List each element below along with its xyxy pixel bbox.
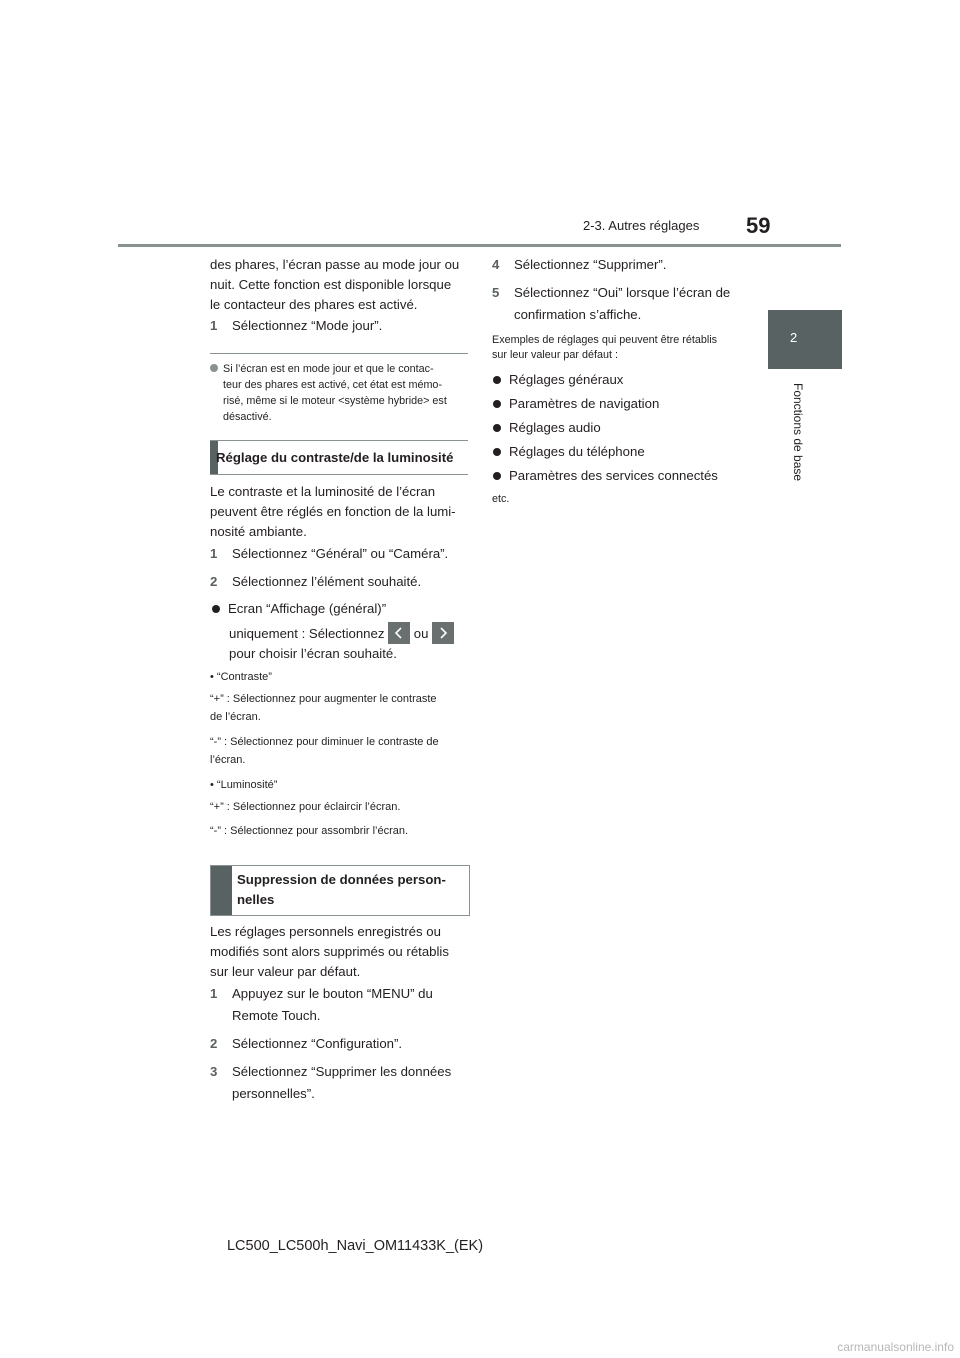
heading-delete-line: Suppression de données person- — [237, 872, 446, 887]
step-supprimer — [492, 254, 666, 276]
heading-delete — [210, 865, 470, 916]
step-menu — [210, 983, 433, 1027]
page-number: 59 — [746, 213, 771, 238]
examples-line: Exemples de réglages qui peuvent être rétablis — [492, 334, 718, 346]
list-item: Réglages du téléphone — [493, 440, 718, 464]
note-rule — [210, 353, 468, 354]
delete-intro — [210, 922, 480, 982]
step-text: Sélectionnez “Configuration”. — [232, 1036, 403, 1051]
contrast-intro-line: Le contraste et la luminosité de l’écran — [210, 484, 436, 499]
step-text: Sélectionnez “Général” ou “Caméra”. — [232, 546, 449, 561]
step-text: confirmation s’affiche. — [514, 307, 642, 322]
step-text: Appuyez sur le bouton “MENU” du — [232, 986, 433, 1001]
heading-bar — [211, 866, 232, 915]
step-configuration — [210, 1033, 402, 1055]
bullet-icon — [493, 448, 501, 456]
contrast-intro-line: nosité ambiante. — [210, 524, 307, 539]
detail-line: • “Contraste” — [210, 671, 272, 683]
step-text: personnelles”. — [232, 1086, 315, 1101]
delete-intro-line: sur leur valeur par défaut. — [210, 964, 361, 979]
contrast-detail — [210, 668, 480, 840]
footer — [0, 1238, 960, 1254]
note-line: Si l’écran est en mode jour et que le contac- — [223, 363, 434, 375]
heading-contrast-text: Réglage du contraste/de la luminosité — [216, 450, 454, 465]
list-item: Paramètres des services connectés — [493, 464, 718, 488]
section-title: 2-3. Autres réglages — [583, 218, 700, 233]
step-select-item — [210, 571, 421, 593]
chevron-right-icon — [432, 622, 454, 644]
intro-paragraph — [210, 255, 480, 315]
examples-intro — [492, 333, 762, 363]
chapter-number: 2 — [790, 330, 798, 345]
heading-delete-text — [237, 870, 446, 910]
step-number: 1 — [210, 546, 218, 561]
chevron-left-icon — [388, 622, 410, 644]
step-mode-jour — [210, 315, 382, 337]
bullet-icon — [493, 472, 501, 480]
step-general-camera — [210, 543, 448, 565]
step-text: Sélectionnez “Supprimer les données — [232, 1064, 452, 1079]
bullet-icon — [493, 376, 501, 384]
list-item: Réglages audio — [493, 416, 718, 440]
watermark: carmanualsonline.info — [837, 1340, 954, 1354]
step-text: Sélectionnez “Mode jour”. — [232, 318, 383, 333]
delete-intro-line: Les réglages personnels enregistrés ou — [210, 924, 441, 939]
note-line: teur des phares est activé, cet état est mémo- — [223, 379, 443, 391]
bullet-affichage-line3: pour choisir l’écran souhaité. — [229, 646, 397, 661]
etc-text: etc. — [492, 493, 510, 505]
bullet-text: uniquement : Sélectionnez — [229, 626, 385, 641]
detail-line: “-” : Sélectionnez pour diminuer le contraste de — [210, 736, 439, 748]
step-number: 1 — [210, 318, 218, 333]
bullet-icon — [493, 424, 501, 432]
examples-line: sur leur valeur par défaut : — [492, 349, 619, 361]
note-line: désactivé. — [223, 411, 272, 423]
note-block — [210, 361, 472, 425]
note-line: risé, même si le moteur <système hybride> est — [223, 395, 447, 407]
step-number: 2 — [210, 574, 218, 589]
step-number: 5 — [492, 285, 500, 300]
detail-line: de l’écran. — [210, 711, 261, 723]
document-code: LC500_LC500h_Navi_OM11433K_(EK) — [226, 1238, 484, 1254]
bullet-text-or: ou — [413, 626, 429, 641]
bullet-affichage — [212, 598, 386, 620]
step-number: 2 — [210, 1036, 218, 1051]
delete-intro-line: modifiés sont alors supprimés ou rétablis — [210, 944, 449, 959]
chapter-tab — [768, 310, 842, 369]
step-text: Remote Touch. — [232, 1008, 321, 1023]
step-text: Sélectionnez l’élément souhaité. — [232, 574, 422, 589]
detail-line: “+” : Sélectionnez pour éclaircir l’écran. — [210, 801, 401, 813]
detail-line: • “Luminosité” — [210, 779, 278, 791]
bullet-icon — [493, 400, 501, 408]
note-bullet-icon — [210, 364, 218, 372]
intro-line: des phares, l’écran passe au mode jour ou — [210, 257, 460, 272]
step-number: 1 — [210, 986, 218, 1001]
detail-line: l’écran. — [210, 754, 246, 766]
detail-line: “-” : Sélectionnez pour assombrir l’écran. — [210, 825, 409, 837]
step-text: Sélectionnez “Supprimer”. — [514, 257, 667, 272]
step-supprimer-donnees — [210, 1061, 451, 1105]
bullet-text: Ecran “Affichage (général)” — [228, 601, 387, 616]
list-item: Réglages généraux — [493, 368, 718, 392]
contrast-intro — [210, 482, 480, 542]
heading-contrast — [210, 440, 468, 475]
examples-list — [493, 368, 718, 488]
step-text: Sélectionnez “Oui” lorsque l’écran de — [514, 285, 731, 300]
intro-line: nuit. Cette fonction est disponible lorsque — [210, 277, 452, 292]
intro-line: le contacteur des phares est activé. — [210, 297, 418, 312]
detail-line: “+” : Sélectionnez pour augmenter le contraste — [210, 693, 437, 705]
step-number: 3 — [210, 1064, 218, 1079]
heading-delete-line: nelles — [237, 892, 275, 907]
step-oui — [492, 282, 730, 326]
list-item: Paramètres de navigation — [493, 392, 718, 416]
step-number: 4 — [492, 257, 500, 272]
bullet-icon — [212, 605, 220, 613]
contrast-intro-line: peuvent être réglés en fonction de la lumi- — [210, 504, 456, 519]
header-rule — [118, 244, 841, 247]
chapter-title: Fonctions de base — [791, 383, 805, 482]
